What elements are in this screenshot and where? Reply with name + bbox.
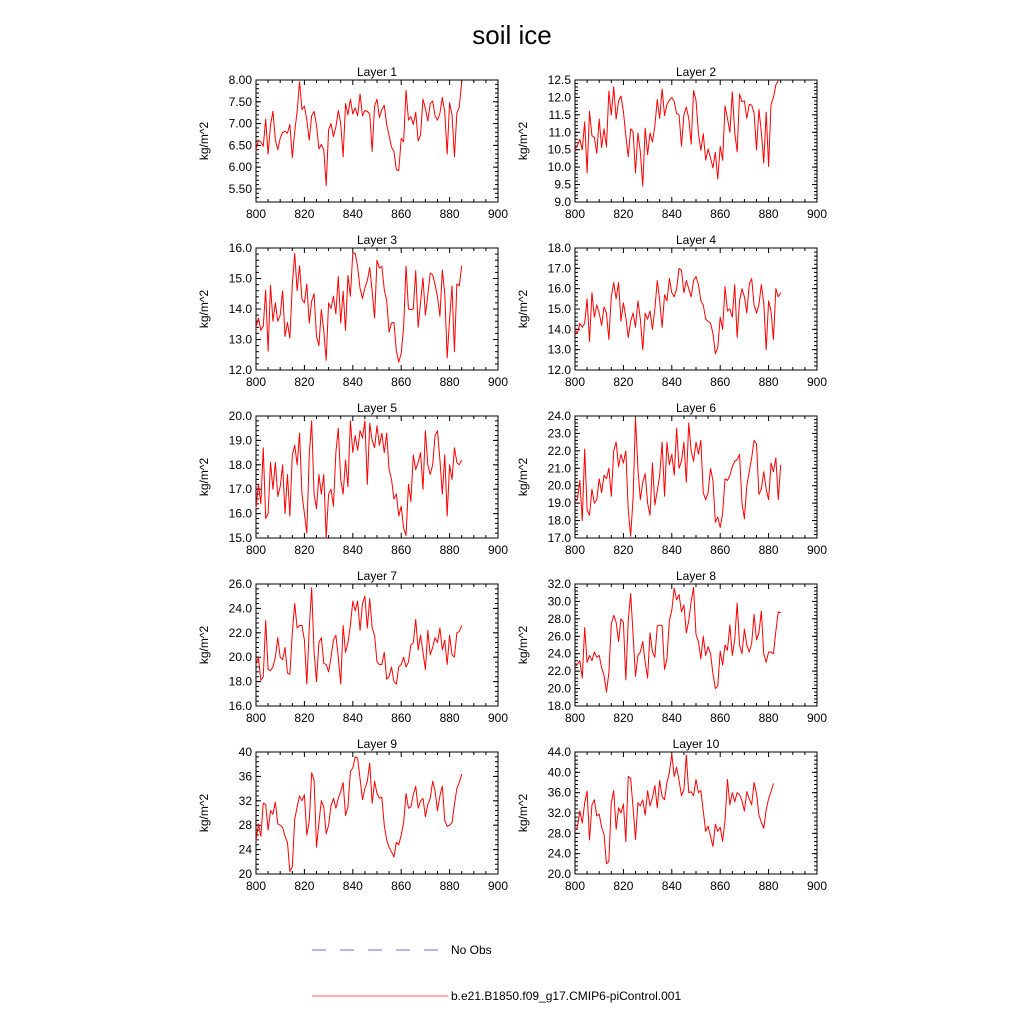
- x-tick-label: 880: [439, 375, 460, 389]
- y-tick-label: 9.0: [554, 195, 571, 209]
- y-tick-label: 36.0: [547, 785, 571, 800]
- panel-layer-3: [197, 233, 508, 389]
- y-tick-label: 11.5: [548, 107, 571, 122]
- y-axis-label: kg/m^2: [197, 793, 211, 833]
- panel-layer-4: [516, 233, 827, 389]
- y-tick-label: 16.0: [228, 699, 252, 713]
- y-tick-label: 12.5: [547, 73, 571, 87]
- y-tick-label: 20.0: [228, 409, 252, 423]
- x-tick-label: 880: [439, 207, 460, 221]
- y-tick-label: 6.00: [228, 160, 252, 175]
- x-tick-label: 840: [661, 207, 682, 221]
- y-tick-label: 13.0: [547, 342, 571, 357]
- x-tick-label: 840: [342, 375, 363, 389]
- y-tick-label: 28: [238, 818, 252, 833]
- x-tick-label: 820: [613, 879, 634, 893]
- x-tick-label: 840: [661, 711, 682, 725]
- x-tick-label: 840: [661, 543, 682, 557]
- y-tick-label: 11.0: [548, 125, 571, 140]
- y-tick-label: 15.0: [228, 531, 252, 545]
- y-tick-label: 6.50: [228, 138, 252, 153]
- x-tick-label: 860: [391, 375, 412, 389]
- x-tick-label: 840: [661, 375, 682, 389]
- y-tick-label: 36: [238, 769, 252, 784]
- y-tick-label: 28.0: [547, 611, 571, 626]
- series-line-model: [575, 587, 781, 692]
- x-tick-label: 820: [294, 375, 315, 389]
- y-tick-label: 24.0: [547, 646, 571, 661]
- x-tick-label: 820: [294, 879, 315, 893]
- series-line-model: [575, 754, 773, 864]
- panel-layer-5: [197, 401, 508, 557]
- y-tick-label: 24: [238, 842, 252, 857]
- panel-grid: [197, 65, 827, 893]
- x-tick-label: 860: [710, 375, 731, 389]
- y-tick-label: 18.0: [547, 513, 571, 528]
- panel-title: Layer 2: [675, 65, 717, 79]
- x-tick-label: 820: [613, 207, 634, 221]
- y-tick-label: 17.0: [547, 261, 571, 276]
- y-tick-label: 26.0: [547, 629, 571, 644]
- panel-title: Layer 3: [356, 233, 398, 247]
- series-line-model: [256, 757, 462, 872]
- x-tick-label: 900: [806, 711, 828, 725]
- x-tick-label: 900: [487, 711, 509, 725]
- y-tick-label: 5.50: [228, 181, 252, 196]
- legend-no-obs-label: No Obs: [451, 943, 492, 957]
- plot-frame: [575, 416, 817, 538]
- panel-layer-2: [516, 65, 827, 221]
- y-tick-label: 18.0: [228, 674, 252, 689]
- x-tick-label: 860: [391, 543, 412, 557]
- y-tick-label: 16.0: [228, 506, 252, 521]
- x-tick-label: 860: [710, 207, 731, 221]
- panel-title: Layer 8: [675, 569, 717, 583]
- y-tick-label: 10.0: [547, 160, 571, 175]
- y-tick-label: 22.0: [547, 664, 571, 679]
- y-tick-label: 9.5: [554, 177, 571, 192]
- panel-title: Layer 4: [675, 233, 717, 247]
- y-tick-label: 32.0: [547, 806, 571, 820]
- series-line-model: [256, 421, 462, 538]
- x-tick-label: 840: [342, 543, 363, 557]
- x-tick-label: 900: [487, 879, 509, 893]
- y-tick-label: 19.0: [228, 433, 252, 448]
- x-tick-label: 900: [487, 207, 509, 221]
- y-axis-label: kg/m^2: [197, 457, 211, 497]
- y-tick-label: 20.0: [228, 650, 252, 665]
- series-line-model: [575, 418, 781, 537]
- x-tick-label: 880: [439, 711, 460, 725]
- series-line-model: [575, 268, 781, 353]
- y-tick-label: 44.0: [547, 745, 571, 759]
- x-tick-label: 860: [391, 207, 412, 221]
- y-tick-label: 7.00: [228, 116, 252, 131]
- plot-frame: [256, 752, 498, 874]
- y-tick-label: 20.0: [547, 478, 571, 493]
- y-tick-label: 19.0: [547, 496, 571, 511]
- y-tick-label: 40: [238, 745, 252, 759]
- panel-title: Layer 1: [356, 65, 398, 79]
- plot-frame: [256, 584, 498, 706]
- panel-layer-8: [516, 569, 827, 725]
- x-tick-label: 840: [342, 207, 363, 221]
- x-tick-label: 800: [564, 711, 586, 725]
- y-tick-label: 30.0: [547, 594, 571, 609]
- legend-model-label: b.e21.B1850.f09_g17.CMIP6-piControl.001: [451, 989, 682, 1003]
- series-line-model: [256, 588, 462, 684]
- series-line-model: [575, 81, 778, 186]
- x-tick-label: 880: [439, 879, 460, 893]
- x-tick-label: 880: [758, 711, 779, 725]
- x-tick-label: 860: [710, 879, 731, 893]
- y-tick-label: 18.0: [228, 457, 252, 472]
- y-tick-label: 15.0: [228, 271, 252, 286]
- x-tick-label: 800: [245, 375, 267, 389]
- y-tick-label: 20.0: [547, 681, 571, 696]
- x-tick-label: 800: [564, 207, 586, 221]
- x-tick-label: 860: [391, 711, 412, 725]
- plot-frame: [256, 80, 498, 202]
- y-tick-label: 16.0: [547, 281, 571, 296]
- x-tick-label: 800: [245, 207, 267, 221]
- y-tick-label: 22.0: [547, 443, 571, 458]
- y-tick-label: 10.5: [547, 142, 571, 157]
- y-axis-label: kg/m^2: [197, 289, 211, 329]
- x-tick-label: 900: [806, 207, 828, 221]
- panel-layer-1: [197, 65, 508, 221]
- y-tick-label: 18.0: [547, 241, 571, 255]
- y-axis-label: kg/m^2: [516, 289, 530, 329]
- y-axis-label: kg/m^2: [516, 793, 530, 833]
- x-tick-label: 800: [245, 879, 267, 893]
- x-tick-label: 820: [613, 375, 634, 389]
- panel-layer-6: [516, 401, 827, 557]
- y-axis-label: kg/m^2: [516, 121, 530, 161]
- x-tick-label: 880: [758, 879, 779, 893]
- figure-title: soil ice: [472, 20, 552, 50]
- y-tick-label: 40.0: [547, 765, 571, 780]
- x-tick-label: 840: [342, 879, 363, 893]
- x-tick-label: 820: [613, 711, 634, 725]
- x-tick-label: 860: [710, 711, 731, 725]
- y-tick-label: 20.0: [547, 867, 571, 881]
- x-tick-label: 820: [294, 207, 315, 221]
- y-tick-label: 12.0: [228, 363, 252, 377]
- y-axis-label: kg/m^2: [516, 625, 530, 665]
- y-axis-label: kg/m^2: [197, 625, 211, 665]
- x-tick-label: 860: [710, 543, 731, 557]
- panel-title: Layer 10: [672, 737, 720, 751]
- y-tick-label: 28.0: [547, 826, 571, 841]
- panel-title: Layer 7: [356, 569, 398, 583]
- plot-frame: [575, 248, 817, 370]
- x-tick-label: 800: [564, 543, 586, 557]
- y-tick-label: 24.0: [547, 846, 571, 861]
- y-tick-label: 8.00: [228, 73, 252, 87]
- y-tick-label: 16.0: [228, 241, 252, 255]
- y-tick-label: 18.0: [547, 699, 571, 713]
- y-tick-label: 24.0: [547, 409, 571, 423]
- plot-frame: [575, 584, 817, 706]
- panel-title: Layer 6: [675, 401, 717, 415]
- legend: [312, 943, 681, 1003]
- y-tick-label: 24.0: [228, 601, 252, 616]
- series-line-model: [256, 253, 462, 362]
- x-tick-label: 800: [245, 711, 267, 725]
- y-tick-label: 23.0: [547, 426, 571, 441]
- y-tick-label: 12.0: [547, 363, 571, 377]
- y-tick-label: 20: [238, 867, 252, 881]
- x-tick-label: 880: [758, 207, 779, 221]
- x-tick-label: 900: [806, 543, 828, 557]
- y-tick-label: 26.0: [228, 577, 252, 591]
- x-tick-label: 880: [758, 543, 779, 557]
- x-tick-label: 800: [564, 879, 586, 893]
- x-tick-label: 880: [758, 375, 779, 389]
- y-tick-label: 12.0: [547, 90, 571, 105]
- plot-frame: [256, 416, 498, 538]
- y-tick-label: 14.0: [547, 322, 571, 337]
- y-tick-label: 17.0: [547, 531, 571, 545]
- y-tick-label: 32.0: [547, 577, 571, 591]
- y-tick-label: 17.0: [228, 482, 252, 497]
- x-tick-label: 840: [342, 711, 363, 725]
- x-tick-label: 900: [806, 879, 828, 893]
- x-tick-label: 900: [806, 375, 828, 389]
- y-tick-label: 15.0: [547, 302, 571, 316]
- x-tick-label: 820: [294, 711, 315, 725]
- x-tick-label: 840: [661, 879, 682, 893]
- y-axis-label: kg/m^2: [516, 457, 530, 497]
- x-tick-label: 800: [564, 375, 586, 389]
- y-tick-label: 22.0: [228, 625, 252, 640]
- y-tick-label: 14.0: [228, 302, 252, 316]
- y-axis-label: kg/m^2: [197, 121, 211, 161]
- y-tick-label: 13.0: [228, 332, 252, 347]
- x-tick-label: 900: [487, 375, 509, 389]
- panel-title: Layer 5: [356, 401, 398, 415]
- y-tick-label: 21.0: [547, 461, 571, 476]
- panel-layer-7: [197, 569, 508, 725]
- x-tick-label: 900: [487, 543, 509, 557]
- x-tick-label: 860: [391, 879, 412, 893]
- x-tick-label: 800: [245, 543, 267, 557]
- panel-layer-10: [516, 737, 827, 893]
- panel-layer-9: [197, 737, 508, 893]
- series-line-model: [256, 82, 462, 186]
- x-tick-label: 880: [439, 543, 460, 557]
- x-tick-label: 820: [613, 543, 634, 557]
- panel-title: Layer 9: [356, 737, 398, 751]
- y-tick-label: 7.50: [228, 94, 252, 109]
- y-tick-label: 32: [238, 793, 252, 808]
- x-tick-label: 820: [294, 543, 315, 557]
